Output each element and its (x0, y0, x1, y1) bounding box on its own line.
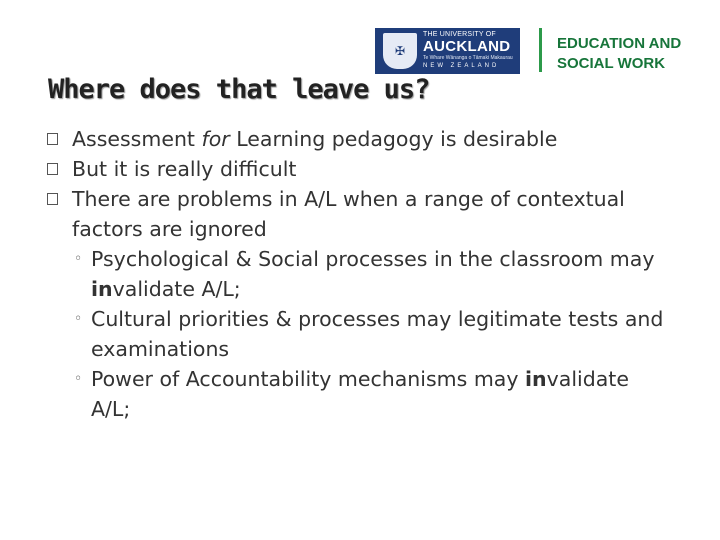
bullet-text: Assessment (72, 127, 202, 151)
sub-bullet-item (47, 304, 667, 364)
square-bullet-icon (47, 193, 58, 205)
sub-bullet-item (47, 244, 667, 304)
bullet-item (47, 184, 667, 244)
logo-divider (539, 28, 542, 72)
circle-bullet-icon: ◦ (74, 311, 83, 327)
logo-name: AUCKLAND (423, 38, 511, 55)
faculty-line1: EDUCATION AND (557, 35, 682, 52)
sub-bullet-bold-text: in (91, 277, 113, 301)
sub-bullet-text: Psychological & Social processes in the classroom may (91, 247, 655, 271)
bullet-item (47, 154, 667, 184)
circle-bullet-icon: ◦ (74, 251, 83, 267)
sub-bullet-bold-text: in (525, 367, 547, 391)
bullet-item (47, 124, 667, 154)
sub-bullet-text: validate A/L; (112, 277, 241, 301)
sub-bullet-text: Cultural priorities & processes may legitimate tests and examinations (91, 307, 664, 361)
faculty-name (557, 34, 681, 74)
sub-bullet-item (47, 364, 667, 424)
slide-title: Where does that leave us? (48, 74, 430, 105)
circle-bullet-icon: ◦ (74, 371, 83, 387)
logo-country: NEW ZEALAND (423, 63, 500, 69)
university-crest-icon: ✠ (383, 33, 417, 69)
university-logo (375, 28, 520, 74)
sub-bullet-text: validate A/L; (91, 367, 629, 421)
square-bullet-icon (47, 163, 58, 175)
sub-bullet-text: Power of Accountability mechanisms may (91, 367, 526, 391)
logo-line1: THE UNIVERSITY OF (423, 31, 496, 38)
square-bullet-icon (47, 133, 58, 145)
bullet-text: There are problems in A/L when a range of contextual factors are ignored (72, 187, 625, 241)
bullet-text: But it is really difficult (72, 157, 297, 181)
logo-motto: Te Whare Wānanga o Tāmaki Makaurau (423, 55, 513, 61)
faculty-line2: SOCIAL WORK (557, 55, 666, 72)
bullet-list (47, 124, 667, 424)
bullet-italic-text: for (201, 127, 230, 151)
bullet-text: Learning pedagogy is desirable (229, 127, 558, 151)
